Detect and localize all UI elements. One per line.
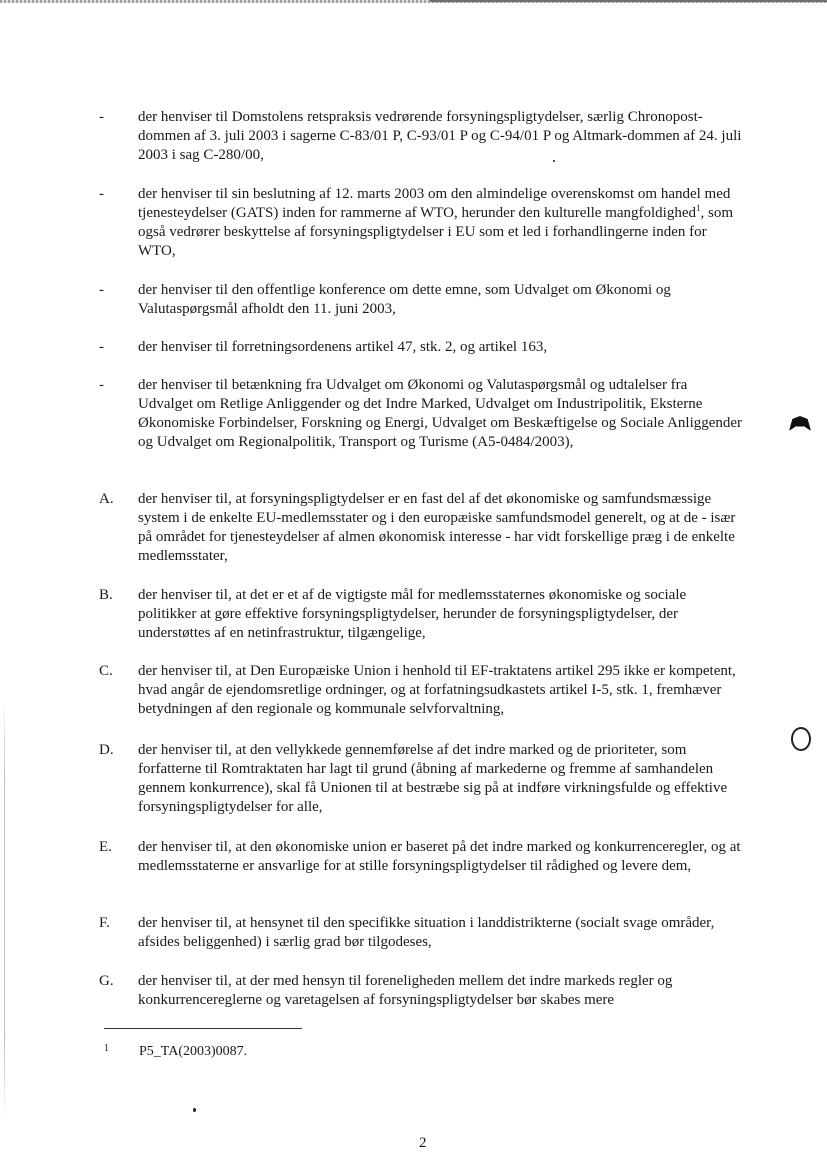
item-text: der henviser til Domstolens retspraksis vedrørende forsyningspligtydelser, særlig Chronopost-dommen af 3. juli 2003 i sagerne C-83/01 P, C-93/01 P og C-94/01 P og Altmark-dommen af 24. juli 2003 i sag C-280/00, [138,109,742,163]
item-text [138,185,743,261]
item-text: der henviser til betænkning fra Udvalget om Økonomi og Valutaspørgsmål og udtalelser fra Udvalget om Retlige Anliggender og det Indre Marked, Udvalget om Industripolitik, Eksterne Økonomiske Forbindelser, Forskning og Energi, Udvalget om Beskæftigelse og Sociale Anliggender og Udvalget om Regionalpolitik, Transport og Turisme (A5-0484/2003), [138,377,743,450]
item-marker: - [99,186,104,202]
item-text: der henviser til, at der med hensyn til foreneligheden mellem det indre markeds regler og konkurrencereglerne og varetagelsen af forsyningspligtydelser bør skabes mere [138,973,673,1008]
item-marker: B. [99,587,113,603]
item-text: der henviser til, at Den Europæiske Union i henhold til EF-traktatens artikel 295 ikke er kompetent, hvad angår de ejendomsretlige ordninger, og at forfatningsudkastets artikel I-5, stk. 1, fremhæver betydningen af den regionale og kommunale selvforvaltning, [138,663,736,717]
item-text-after: , som også vedrører beskyttelse af forsyningspligtydelser i EU som et led i forhandlingerne inden for WTO, [138,205,734,259]
item-marker: - [99,109,104,125]
item-text: der henviser til, at det er et af de vigtigste mål for medlemsstaternes økonomiske og sociale politikker at gøre effektive forsyningspligtydelser, herunder de forsyningspligtydelser, der understøttes af en netinfrastruktur, tilgængelige, [138,587,687,641]
item-marker: D. [99,742,114,758]
item-marker: C. [99,663,113,679]
scan-speck [553,160,555,162]
item-text: der henviser til forretningsordenens artikel 47, stk. 2, og artikel 163, [138,339,548,355]
item-text: der henviser til, at den økonomiske union er baseret på det indre marked og konkurrenceregler, og at medlemsstaterne er ansvarlige for at stille forsyningspligtydelser til rådighed og levere dem, [138,839,741,874]
item-text: der henviser til, at den vellykkede gennemførelse af det indre marked og de prioriteter, som forfatterne til Romtraktaten har lagt til grund (åbning af markederne og fremme af samhandelen gennem konkurrence), skal få Unionen til at bestræbe sig på at indføre virkningsfulde og effektive forsyningspligtydelser for alle, [138,742,728,815]
scan-edge-top-dark [430,0,827,2]
item-text-before: der henviser til sin beslutning af 12. marts 2003 om den almindelige overenskomst om handel med tjenesteydelser (GATS) inden for rammerne af WTO, herunder den kulturelle mangfoldighed [138,186,731,221]
page-number: 2 [419,1135,427,1151]
item-marker: - [99,282,104,298]
item-marker: A. [99,491,114,507]
footnote-text: P5_TA(2003)0087. [139,1044,248,1059]
item-marker: - [99,339,104,355]
footnote-reference: 1 [696,203,701,213]
item-marker: G. [99,973,114,989]
item-marker: E. [99,839,112,855]
item-marker: F. [99,915,110,931]
scan-edge-left [4,700,5,1120]
item-marker: - [99,377,104,393]
item-text: der henviser til, at hensynet til den specifikke situation i landdistrikterne (socialt svage områder, afsides beliggenhed) i særlig grad bør tilgodeses, [138,915,715,950]
footnote-number: 1 [104,1043,109,1054]
scan-speck [193,1108,196,1112]
item-text: der henviser til den offentlige konference om dette emne, som Udvalget om Økonomi og Valutaspørgsmål afholdt den 11. juni 2003, [138,282,671,317]
punch-hole-mark [791,727,811,751]
footnote-divider [104,1028,302,1029]
scan-artifact-mark [789,416,811,431]
item-text: der henviser til, at forsyningspligtydelser er en fast del af det økonomiske og samfundsmæssige system i de enkelte EU-medlemsstater og i den europæiske samfundsmodel generelt, og at de - især på området for tjenesteydelser af almen økonomisk interesse - har vidt forskellige præg i de enkelte medlemsstater, [138,491,736,564]
